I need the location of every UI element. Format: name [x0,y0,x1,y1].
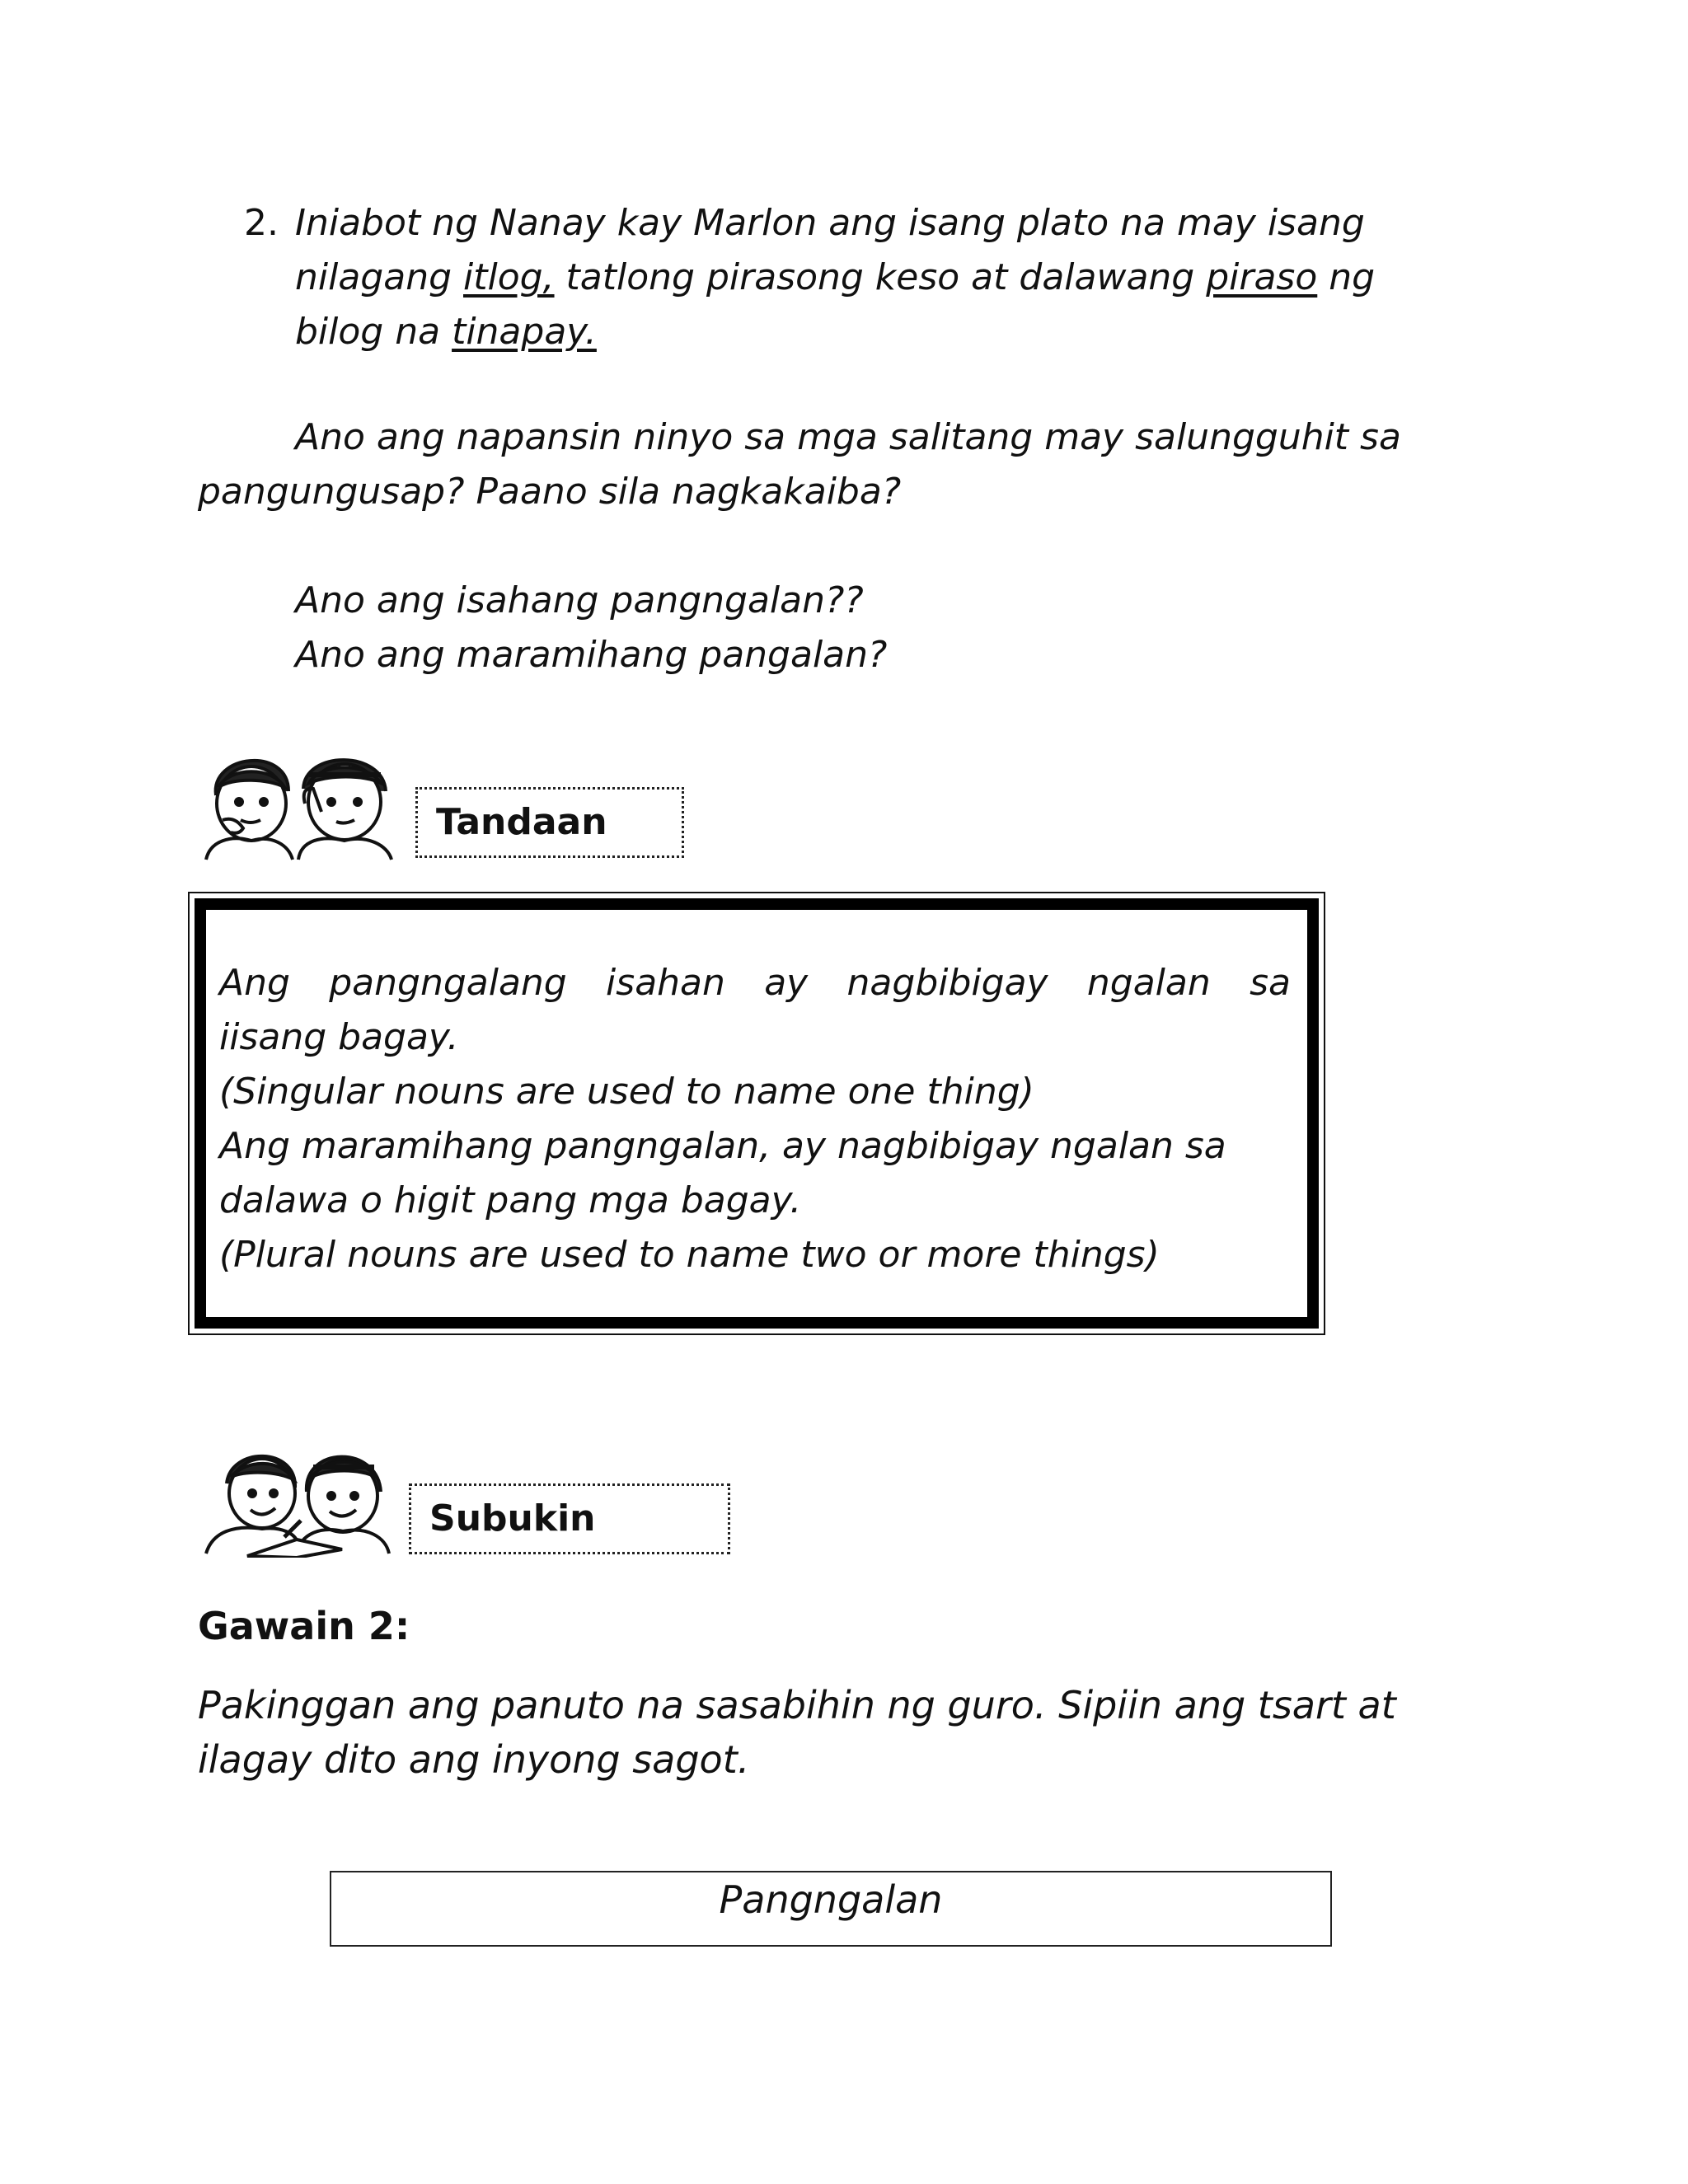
text-segment: tatlong pirasong keso at dalawang [554,256,1207,298]
word: Ang [219,962,290,1004]
word: nagbibigay [846,962,1048,1004]
rule-line-1 [219,956,1291,1010]
text-segment: nilagang [295,256,463,298]
question-line-2: pangungusap? Paano sila nagkakaiba? [198,471,902,513]
instruction-line-1: Pakinggan ang panuto na sasabihin ng guro. Sipiin ang tsart at [198,1683,1396,1727]
activity-instructions [198,1678,1517,1787]
word: pangngalang [329,962,567,1004]
text-segment: bilog na [295,311,452,353]
rule-line-2: iisang bagay. [219,1016,459,1058]
underlined-word-piraso: piraso [1206,256,1318,298]
underlined-word-tinapay: tinapay. [452,311,597,353]
word: sa [1250,962,1291,1004]
rule-line-4: Ang maramihang pangngalan, ay nagbibigay ngalan sa [219,1125,1226,1167]
rule-line-3: (Singular nouns are used to name one thing) [219,1071,1034,1113]
rule-line-6: (Plural nouns are used to name two or more things) [219,1234,1160,1276]
section-label-tandaan: Tandaan [415,787,684,858]
item-2-line-3 [295,305,1432,359]
activity-title: Gawain 2: [198,1604,410,1648]
text-segment: ng [1317,256,1376,298]
question-paragraph [198,410,1451,519]
noun-chart-header: Pangngalan [330,1871,1332,1947]
thinking-children-icon [198,738,396,861]
word: ngalan [1086,962,1211,1004]
item-2-line-1: Iniabot ng Nanay kay Marlon ang isang plato na may isang [295,202,1365,244]
rule-line-5: dalawa o higit pang mga bagay. [219,1179,802,1221]
question-plural-noun: Ano ang maramihang pangalan? [295,634,888,676]
word: ay [764,962,809,1004]
item-2-sentence [295,196,1432,359]
item-2-line-2 [295,251,1432,305]
writing-children-icon [198,1434,396,1558]
instruction-line-2: ilagay dito ang inyong sagot. [198,1737,750,1782]
word: isahan [606,962,725,1004]
underlined-word-itlog: itlog, [463,256,555,298]
question-line-1: Ano ang napansin ninyo sa mga salitang may salungguhit sa [295,416,1401,458]
question-singular-noun: Ano ang isahang pangngalan?? [295,579,864,621]
item-number: 2. [244,202,279,244]
rule-text [219,956,1291,1282]
section-label-subukin: Subukin [409,1483,730,1554]
